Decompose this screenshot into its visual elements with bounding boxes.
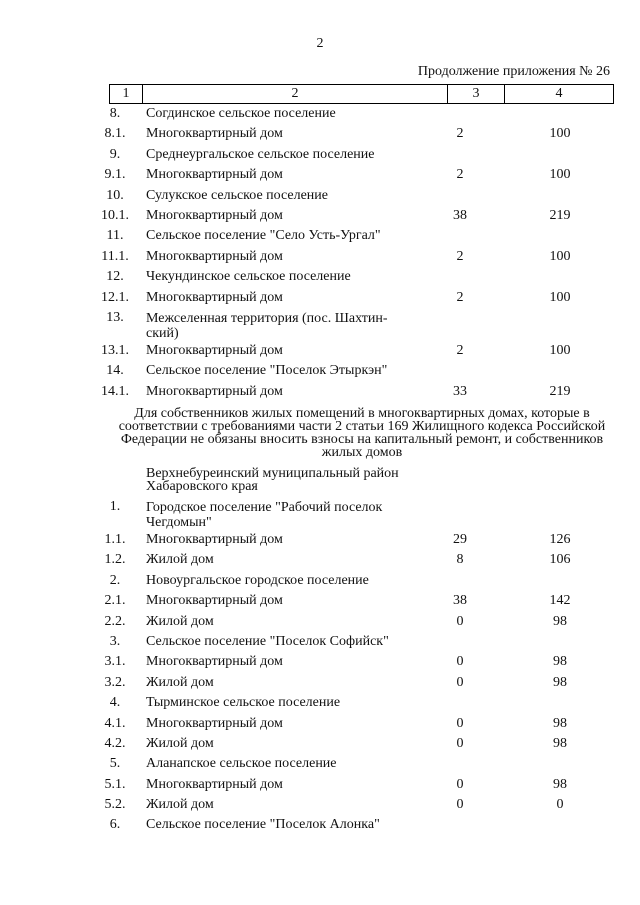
row-number: 2.1. [104, 593, 126, 609]
row-col-3: 0 [456, 797, 464, 813]
note-text: Для собственников жилых помещений в многоквартирных домах, которые в соответствии с требованиями части 2 статьи 169 Жилищного кодекса Российской Федерации не обязаны вносить взносы на капитальный ремонт, и собственников жилых домов [118, 406, 606, 460]
row-name: Многоквартирный дом [146, 342, 283, 358]
row-name: Жилой дом [146, 674, 214, 690]
table-row [0, 247, 640, 267]
row-number: 4.2. [104, 735, 126, 751]
row-col-4: 100 [549, 167, 571, 183]
table-row [0, 124, 640, 144]
row-number: 12. [106, 269, 124, 285]
row-name: Тырминское сельское поселение [146, 695, 341, 711]
row-number: 10. [106, 187, 124, 203]
table-row [0, 795, 640, 815]
table-row [0, 612, 640, 632]
row-name: Многоквартирный дом [146, 776, 283, 792]
row-name: Сельское поселение "Поселок Алонка" [146, 817, 380, 833]
table-row [0, 206, 640, 226]
row-name: Среднеургальское сельское поселение [146, 146, 375, 162]
region-heading: Верхнебуреинский муниципальный район Хабаровского края [146, 466, 399, 494]
row-name: Сельское поселение "Село Усть-Ургал" [146, 228, 381, 244]
table-row [0, 673, 640, 693]
row-col-3: 0 [456, 674, 464, 690]
row-name: Чекундинское сельское поселение [146, 269, 351, 285]
row-name: Многоквартирный дом [146, 654, 283, 670]
row-name: Межселенная территория (пос. Шахтин-ский) [146, 310, 388, 341]
row-name: Многоквартирный дом [146, 248, 283, 264]
row-col-3: 0 [456, 776, 464, 792]
row-col-3: 8 [456, 552, 464, 568]
row-number: 3. [109, 633, 121, 649]
row-col-4: 100 [549, 289, 571, 305]
row-col-4: 100 [549, 342, 571, 358]
table-header [109, 84, 614, 104]
row-number: 14. [106, 363, 124, 379]
row-col-4: 126 [549, 532, 571, 547]
row-number: 2. [109, 572, 121, 588]
table-row [0, 652, 640, 672]
table-row [0, 186, 640, 206]
table-row [0, 632, 640, 652]
row-number: 10.1. [101, 207, 129, 223]
row-name: Многоквартирный дом [146, 383, 283, 399]
row-col-3: 33 [453, 383, 467, 399]
row-number: 1.2. [104, 552, 126, 568]
continuation-label: Продолжение приложения № 26 [417, 64, 610, 79]
row-number: 13.1. [101, 342, 129, 358]
row-col-4: 98 [553, 715, 567, 731]
row-number: 4. [109, 695, 121, 711]
table-row [0, 145, 640, 165]
row-number: 12.1. [101, 289, 129, 305]
row-col-3: 2 [456, 126, 464, 142]
row-col-4: 98 [553, 674, 567, 690]
table-row [0, 571, 640, 591]
row-col-3: 0 [456, 654, 464, 670]
row-name: Многоквартирный дом [146, 126, 283, 142]
table-row [0, 693, 640, 713]
row-number: 8. [109, 106, 121, 121]
row-name: Жилой дом [146, 613, 214, 629]
table-row [0, 288, 640, 308]
row-col-4: 98 [553, 776, 567, 792]
row-name: Многоквартирный дом [146, 715, 283, 731]
row-name: Жилой дом [146, 735, 214, 751]
table-row [0, 361, 640, 381]
header-col-4: 4 [555, 86, 563, 101]
row-col-3: 29 [453, 532, 467, 547]
row-number: 14.1. [101, 383, 129, 399]
row-number: 6. [109, 817, 121, 833]
row-name: Жилой дом [146, 552, 214, 568]
row-col-4: 98 [553, 735, 567, 751]
row-col-4: 219 [549, 207, 571, 223]
row-number: 5.2. [104, 797, 126, 813]
row-name: Сулукское сельское поселение [146, 187, 328, 203]
row-name: Новоургальское городское поселение [146, 572, 369, 588]
row-col-3: 2 [456, 167, 464, 183]
page-number: 2 [316, 36, 324, 51]
row-col-3: 2 [456, 342, 464, 358]
table-row [0, 497, 640, 530]
row-col-3: 0 [456, 735, 464, 751]
row-col-3: 38 [453, 593, 467, 609]
table-row [0, 308, 640, 341]
row-number: 3.2. [104, 674, 126, 690]
row-col-4: 142 [549, 593, 571, 609]
row-number: 3.1. [104, 654, 126, 670]
row-col-4: 100 [549, 248, 571, 264]
table-row [0, 591, 640, 611]
table-row [0, 734, 640, 754]
row-col-4: 98 [553, 654, 567, 670]
row-number: 1. [109, 499, 121, 514]
row-name: Сельское поселение "Поселок Этыркэн" [146, 363, 388, 379]
row-name: Многоквартирный дом [146, 207, 283, 223]
header-col-2: 2 [143, 85, 448, 103]
table-row [0, 754, 640, 774]
header-col-1: 1 [110, 85, 143, 103]
table-row [0, 530, 640, 550]
row-number: 1.1. [104, 532, 126, 547]
row-number: 5.1. [104, 776, 126, 792]
table-row [0, 267, 640, 287]
row-number: 8.1. [104, 126, 126, 142]
table-body-bottom [0, 497, 640, 836]
table-row [0, 165, 640, 185]
row-name: Сельское поселение "Поселок Софийск" [146, 633, 389, 649]
table-row [0, 550, 640, 570]
table-row [0, 226, 640, 246]
row-number: 9. [109, 146, 121, 162]
table-body-top [0, 104, 640, 402]
row-col-3: 38 [453, 207, 467, 223]
row-col-4: 219 [549, 383, 571, 399]
row-number: 4.1. [104, 715, 126, 731]
row-col-4: 100 [549, 126, 571, 142]
row-col-3: 2 [456, 289, 464, 305]
row-col-4: 106 [549, 552, 571, 568]
row-name: Городское поселение "Рабочий поселок Чегдомын" [146, 500, 383, 530]
table-row [0, 775, 640, 795]
row-name: Многоквартирный дом [146, 289, 283, 305]
row-name: Многоквартирный дом [146, 593, 283, 609]
row-col-4: 98 [553, 613, 567, 629]
row-col-4: 0 [556, 797, 564, 813]
row-number: 13. [106, 309, 124, 325]
row-col-3: 0 [456, 613, 464, 629]
table-row [0, 815, 640, 835]
header-col-3: 3 [448, 85, 505, 103]
row-number: 11. [106, 228, 124, 244]
row-name: Жилой дом [146, 797, 214, 813]
table-row [0, 104, 640, 124]
row-name: Аланапское сельское поселение [146, 756, 337, 772]
table-row [0, 714, 640, 734]
row-name: Согдинское сельское поселение [146, 106, 336, 121]
row-name: Многоквартирный дом [146, 532, 283, 547]
row-number: 2.2. [104, 613, 126, 629]
table-row [0, 382, 640, 402]
row-number: 11.1. [101, 248, 129, 264]
table-row [0, 341, 640, 361]
row-number: 9.1. [104, 167, 126, 183]
row-col-3: 0 [456, 715, 464, 731]
row-number: 5. [109, 756, 121, 772]
row-name: Многоквартирный дом [146, 167, 283, 183]
row-col-3: 2 [456, 248, 464, 264]
